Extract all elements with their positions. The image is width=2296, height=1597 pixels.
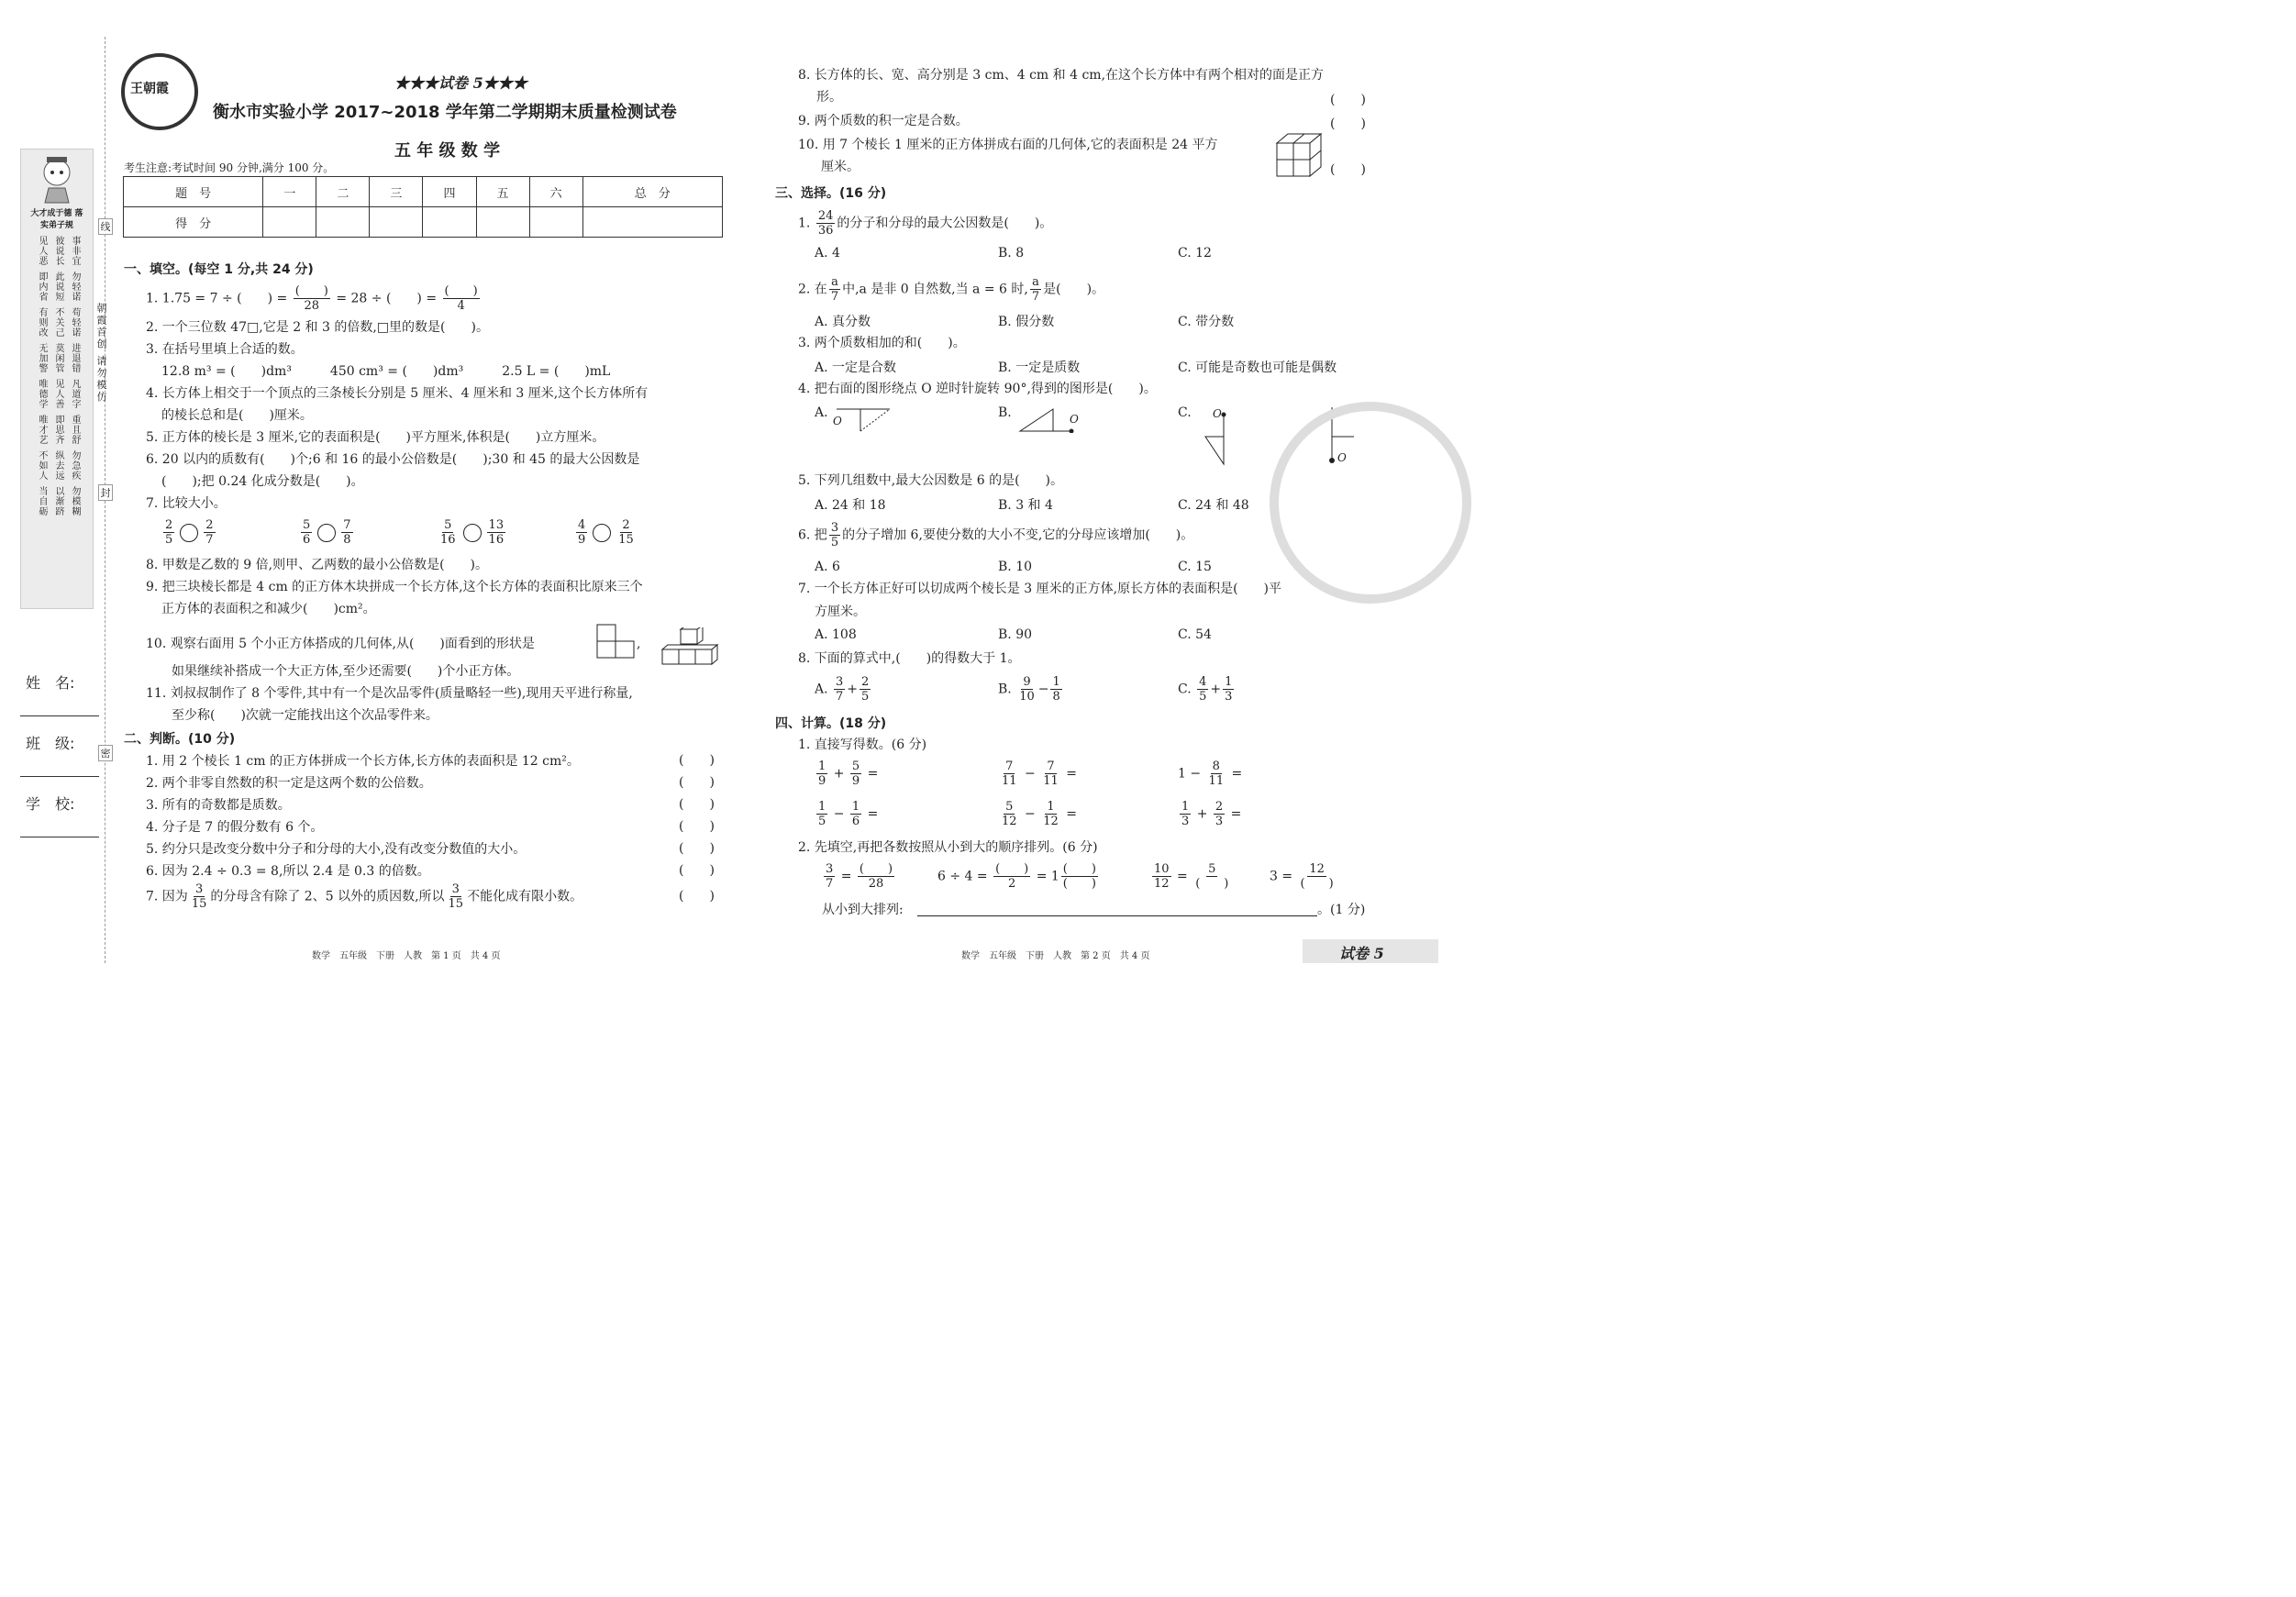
rotation-option-a — [835, 407, 893, 435]
s1-q5: 5. 正方体的棱长是 3 厘米,它的表面积是( )平方厘米,体积是( )立方厘米。 — [146, 430, 605, 445]
motto-line: 不关己 — [53, 307, 63, 338]
s3-q8: 8. 下面的算式中,( )的得数大于 1。 — [798, 651, 1021, 666]
cube-stack-figure — [660, 627, 725, 670]
s1-q3: 3. 在括号里填上合适的数。 — [146, 342, 304, 357]
s1-q11-line2: 至少称( )次就一定能找出这个次品零件来。 — [172, 708, 438, 723]
s3-q3-opt-c[interactable]: C. 可能是奇数也可能是偶数 — [1178, 360, 1337, 375]
s3-q8-opt-b[interactable]: B. $\frac{9}{10}$ − $\frac{1}{8}$ — [998, 675, 1060, 704]
s3-q8-opt-a[interactable]: A. $\frac{3}{7}$ + $\frac{2}{5}$ — [815, 675, 870, 704]
s3-q3-opt-a[interactable]: A. 一定是合数 — [815, 360, 897, 375]
motto-line: 唯德学 — [37, 379, 47, 409]
score-input-cell[interactable] — [582, 207, 722, 238]
s3-q6-opt-c[interactable]: C. 15 — [1178, 560, 1212, 574]
score-input-cell[interactable] — [423, 207, 476, 238]
section-3-title: 三、选择。(16 分) — [775, 186, 887, 201]
score-header-cell: 一 — [263, 177, 316, 207]
score-header-cell: 二 — [316, 177, 370, 207]
cut-mark-xian: 线 — [98, 218, 113, 235]
s3-q6: 6. 把 $\frac{3}{5}$ 的分子增加 6,要使分数的大小不变,它的分母应该增加( )。 — [798, 521, 1194, 549]
order-points: 。(1 分) — [1317, 903, 1366, 917]
motto-line: 有则改 — [37, 307, 47, 338]
score-label-cell: 得 分 — [124, 207, 263, 238]
section-4-title: 四、计算。(18 分) — [775, 716, 887, 731]
s3-q2-opt-c[interactable]: C. 带分数 — [1178, 315, 1235, 329]
s3-q1-opt-a[interactable]: A. 4 — [815, 246, 840, 261]
s3-q4-o-a: O — [833, 415, 842, 427]
s2-q7: 7. 因为 $\frac{3}{15}$ 的分母含有除了 2、5 以外的质因数,所以 $\frac{3}{15}$ 不能化成有限小数。 — [146, 882, 583, 911]
s4-q2-b[interactable]: 6 ÷ 4 = $\frac{( )}{2}$ = 1 $\frac{( )}{( )}$ — [937, 862, 1096, 891]
motto-heading: 大才成于德 落实弟子规 — [30, 209, 83, 230]
score-input-cell[interactable] — [476, 207, 529, 238]
section-2-title: 二、判断。(10 分) — [124, 732, 236, 747]
cut-mark-mi: 密 — [98, 745, 113, 761]
s2-q10-line2: 厘米。 — [821, 160, 860, 174]
school-field-label: 学 校: — [26, 795, 75, 813]
s4-q2: 2. 先填空,再把各数按照从小到大的顺序排列。(6 分) — [798, 840, 1098, 855]
motto-line: 唯才艺 — [37, 415, 47, 445]
compare-item[interactable]: $\frac{5}{16}$ $\frac{13}{16}$ — [440, 518, 505, 547]
motto-line: 事非宜 — [70, 236, 80, 266]
s3-q2: 2. 在 $\frac{a}{7}$ 中,a 是非 0 自然数,当 a = 6 时, $\frac{a}{7}$ 是( )。 — [798, 275, 1105, 304]
s3-q4-o-b: O — [1070, 413, 1079, 426]
s3-q4-opt-c[interactable]: C. — [1178, 405, 1192, 420]
motto-line: 彼说长 — [53, 236, 63, 266]
s3-q4: 4. 把右面的图形绕点 O 逆时针旋转 90°,得到的图形是( )。 — [798, 382, 1157, 396]
judge-item: 3. 所有的奇数都是质数。 — [146, 798, 291, 813]
s2-q8-line1: 8. 长方体的长、宽、高分别是 3 cm、4 cm 和 4 cm,在这个长方体中有两个相对的面是正方 — [798, 68, 1325, 83]
score-header-cell: 六 — [529, 177, 582, 207]
s3-q5: 5. 下列几组数中,最大公因数是 6 的是( )。 — [798, 473, 1063, 488]
s3-q1: 1. $\frac{24}{36}$ 的分子和分母的最大公因数是( )。 — [798, 209, 1053, 238]
s3-q5-opt-b[interactable]: B. 3 和 4 — [998, 498, 1053, 513]
footer-paper-tag — [1303, 939, 1438, 963]
s4-q2-a[interactable]: $\frac{3}{7}$ = $\frac{( )}{28}$ — [826, 862, 893, 891]
score-header-cell: 三 — [370, 177, 423, 207]
s3-q8-opt-c[interactable]: C. $\frac{4}{5}$ + $\frac{1}{3}$ — [1178, 675, 1233, 704]
footer-paper-tag-text: 试卷 5 — [1339, 945, 1384, 962]
judge-answer[interactable]: ( ) — [679, 797, 715, 812]
calc-item[interactable]: $\frac{1}{9}$ + $\frac{5}{9}$ = — [818, 760, 879, 788]
rotation-option-c — [1202, 409, 1229, 468]
motto-line: 纵去远 — [53, 450, 63, 481]
compare-circle[interactable] — [593, 524, 611, 542]
s3-q6-opt-b[interactable]: B. 10 — [998, 560, 1033, 574]
s1-q6-line1: 6. 20 以内的质数有( )个;6 和 16 的最小公倍数是( );30 和 45 的最大公因数是 — [146, 452, 640, 467]
confidential-stamp — [1270, 402, 1471, 604]
score-input-cell[interactable] — [263, 207, 316, 238]
order-answer-line[interactable] — [917, 915, 1317, 916]
s3-q7-opt-a[interactable]: A. 108 — [815, 627, 857, 642]
comma: , — [637, 637, 641, 651]
s2-q8-line2: 形。 — [816, 90, 842, 105]
motto-line: 即思齐 — [53, 415, 63, 445]
motto-line: 莫闲管 — [53, 343, 63, 373]
class-field-line[interactable] — [20, 776, 99, 777]
s2-q9: 9. 两个质数的积一定是合数。 — [798, 114, 969, 128]
motto-line: 以渐跻 — [53, 486, 63, 516]
s1-q2: 2. 一个三位数 47□,它是 2 和 3 的倍数,□里的数是( )。 — [146, 320, 489, 335]
score-header-cell: 四 — [423, 177, 476, 207]
calc-item[interactable]: $\frac{1}{3}$ + $\frac{2}{3}$ = — [1181, 800, 1242, 828]
s3-q2-opt-a[interactable]: A. 真分数 — [815, 315, 871, 329]
subject-title: 五 年 级 数 学 — [394, 141, 501, 161]
s1-q3-items: 12.8 m³ = ( )dm³ 450 cm³ = ( )dm³ 2.5 L = ( )mL — [161, 364, 611, 379]
scholar-figure-icon — [21, 150, 93, 205]
calc-item[interactable]: 1 − $\frac{8}{11}$ = — [1178, 760, 1243, 788]
seven-cube-figure — [1275, 130, 1328, 178]
score-input-cell[interactable] — [370, 207, 423, 238]
exam-title: 衡水市实验小学 2017~2018 学年第二学期期末质量检测试卷 — [213, 103, 677, 122]
s2-q8-answer[interactable]: ( ) — [1330, 93, 1366, 107]
motto-line: 勿急疾 — [70, 450, 80, 481]
score-input-cell[interactable] — [316, 207, 370, 238]
exam-notice: 考生注意:考试时间 90 分钟,满分 100 分。 — [124, 161, 335, 174]
judge-answer[interactable]: ( ) — [679, 819, 715, 834]
judge-item: 6. 因为 2.4 ÷ 0.3 = 8,所以 2.4 是 0.3 的倍数。 — [146, 864, 430, 879]
s4-q2-c[interactable]: $\frac{10}{12}$ = $\frac{5}{( )}$ — [1154, 862, 1229, 891]
order-label: 从小到大排列: — [822, 903, 904, 917]
judge-answer[interactable]: ( ) — [679, 753, 715, 768]
s3-q1-opt-c[interactable]: C. 12 — [1178, 246, 1212, 261]
motto-line: 见人恶 — [37, 236, 47, 266]
s1-q9-line2: 正方体的表面积之和减少( )cm²。 — [161, 602, 376, 616]
footer-left: 数学 五年级 下册 人教 第 1 页 共 4 页 — [312, 951, 501, 961]
compare-circle[interactable] — [463, 524, 482, 542]
footer-right: 数学 五年级 下册 人教 第 2 页 共 4 页 — [961, 951, 1150, 961]
s3-q6-opt-a[interactable]: A. 6 — [815, 560, 840, 574]
s2-q7-answer[interactable]: ( ) — [679, 889, 715, 904]
judge-answer[interactable]: ( ) — [679, 775, 715, 790]
calc-item[interactable]: $\frac{5}{12}$ − $\frac{1}{12}$ = — [1002, 800, 1077, 828]
s1-q11-line1: 11. 刘叔叔制作了 8 个零件,其中有一个是次品零件(质量略轻一些),现用天平进行称量, — [146, 686, 633, 701]
s3-q7-line1: 7. 一个长方体正好可以切成两个棱长是 3 厘米的正方体,原长方体的表面积是( )平 — [798, 582, 1281, 596]
name-field-line[interactable] — [20, 715, 99, 716]
motto-line: 凡道字 — [70, 379, 80, 409]
brand-logo — [121, 53, 198, 130]
judge-answer[interactable]: ( ) — [679, 841, 715, 856]
s3-q4-o-c: O — [1213, 407, 1222, 420]
judge-item: 1. 用 2 个棱长 1 cm 的正方体拼成一个长方体,长方体的表面积是 12 cm²。 — [146, 754, 580, 769]
motto-line: 无加警 — [37, 343, 47, 373]
motto-line: 此说短 — [53, 272, 63, 302]
s1-q1: 1. 1.75 = 7 ÷ ( ) = $\frac{( )}{28}$ = 28 ÷ ( ) = $\frac{( )}{4}$ — [146, 284, 478, 313]
s3-q7-line2: 方厘米。 — [815, 604, 866, 619]
cut-mark-feng: 封 — [98, 484, 113, 501]
compare-circle[interactable] — [180, 524, 198, 542]
s4-q2-d[interactable]: 3 = $\frac{12}{( )}$ — [1270, 862, 1334, 891]
calc-item[interactable]: $\frac{7}{11}$ − $\frac{7}{11}$ = — [1002, 760, 1077, 788]
judge-item: 2. 两个非零自然数的积一定是这两个数的公倍数。 — [146, 776, 432, 791]
score-header-cell: 题 号 — [124, 177, 263, 207]
score-header-cell: 总 分 — [582, 177, 722, 207]
paper-number: ★★★试卷 5★★★ — [394, 74, 527, 92]
motto-line: 重且舒 — [70, 415, 80, 445]
s3-q5-opt-c[interactable]: C. 24 和 48 — [1178, 498, 1249, 513]
section-1-title: 一、填空。(每空 1 分,共 24 分) — [124, 262, 314, 277]
judge-item: 4. 分子是 7 的假分数有 6 个。 — [146, 820, 324, 835]
s1-q4-line1: 4. 长方体上相交于一个顶点的三条棱长分别是 5 厘米、4 厘米和 3 厘米,这个长方体所有 — [146, 386, 649, 401]
motto-lines — [21, 236, 93, 516]
judge-answer[interactable]: ( ) — [679, 863, 715, 878]
motto-line: 即内省 — [37, 272, 47, 302]
compare-item[interactable]: $\frac{4}{9}$ $\frac{2}{15}$ — [578, 518, 634, 547]
rotation-option-b — [1016, 405, 1077, 433]
vertical-note: 朝霞首创 请勿模仿 — [95, 303, 107, 404]
s4-q1: 1. 直接写得数。(6 分) — [798, 738, 927, 752]
s3-q1-opt-b[interactable]: B. 8 — [998, 246, 1025, 261]
s1-q10-line1: 10. 观察右面用 5 个小正方体搭成的几何体,从( )面看到的形状是 — [146, 637, 535, 651]
motto-line: 勿模糊 — [70, 486, 80, 516]
s1-q9-line1: 9. 把三块棱长都是 4 cm 的正方体木块拼成一个长方体,这个长方体的表面积比原来三个 — [146, 580, 643, 594]
motto-line: 进退错 — [70, 343, 80, 373]
s3-q3: 3. 两个质数相加的和( )。 — [798, 336, 966, 350]
s3-q7-opt-b[interactable]: B. 90 — [998, 627, 1033, 642]
s3-q4-o-original: O — [1337, 451, 1347, 464]
s3-q4-opt-b[interactable]: B. — [998, 405, 1012, 420]
motto-line: 苟轻诺 — [70, 307, 80, 338]
s3-q5-opt-a[interactable]: A. 24 和 18 — [815, 498, 886, 513]
s1-q4-line2: 的棱长总和是( )厘米。 — [161, 408, 313, 423]
motto-line: 不如人 — [37, 450, 47, 481]
s1-q7: 7. 比较大小。 — [146, 496, 227, 511]
class-field-label: 班 级: — [26, 735, 75, 752]
compare-item[interactable]: $\frac{2}{5}$ $\frac{2}{7}$ — [165, 518, 214, 547]
s1-q10-line2: 如果继续补搭成一个大正方体,至少还需要( )个小正方体。 — [172, 664, 520, 679]
s3-q7-opt-c[interactable]: C. 54 — [1178, 627, 1212, 642]
compare-item[interactable]: $\frac{5}{6}$ $\frac{7}{8}$ — [303, 518, 351, 547]
motto-panel — [20, 149, 94, 609]
motto-line: 勿轻诺 — [70, 272, 80, 302]
motto-line: 见人善 — [53, 379, 63, 409]
s2-q10-answer[interactable]: ( ) — [1330, 162, 1366, 177]
score-header-cell: 五 — [476, 177, 529, 207]
view-shape-figure — [596, 624, 641, 660]
s3-q3-opt-b[interactable]: B. 一定是质数 — [998, 360, 1081, 375]
name-field-label: 姓 名: — [26, 674, 75, 692]
compare-row — [161, 518, 657, 551]
s3-q4-opt-a[interactable]: A. — [815, 405, 828, 420]
s1-q6-line2: ( );把 0.24 化成分数是( )。 — [161, 474, 364, 489]
s2-q10-line1: 10. 用 7 个棱长 1 厘米的正方体拼成右面的几何体,它的表面积是 24 平方 — [798, 138, 1218, 152]
motto-line: 当自砺 — [37, 486, 47, 516]
compare-circle[interactable] — [317, 524, 336, 542]
calc-item[interactable]: $\frac{1}{5}$ − $\frac{1}{6}$ = — [818, 800, 879, 828]
judge-item: 5. 约分只是改变分数中分子和分母的大小,没有改变分数值的大小。 — [146, 842, 527, 857]
s1-q8: 8. 甲数是乙数的 9 倍,则甲、乙两数的最小公倍数是( )。 — [146, 558, 488, 572]
score-input-cell[interactable] — [529, 207, 582, 238]
score-table — [123, 176, 723, 238]
s2-q9-answer[interactable]: ( ) — [1330, 116, 1366, 131]
brand-logo-text: 王朝霞 — [130, 82, 169, 96]
s3-q2-opt-b[interactable]: B. 假分数 — [998, 315, 1055, 329]
